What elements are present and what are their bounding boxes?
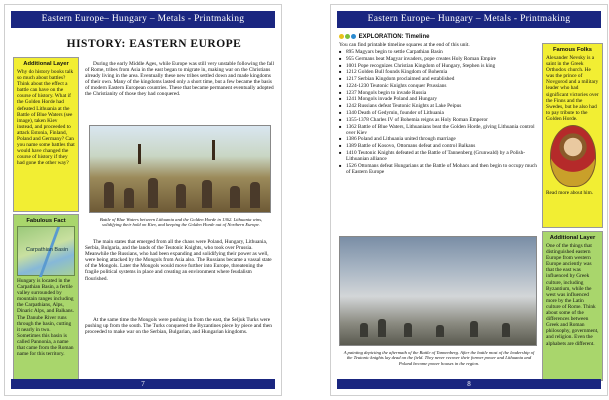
- map-label: Carpathian Basin: [26, 247, 69, 253]
- green-dot-icon: [345, 34, 350, 39]
- soldier-figure: [176, 184, 186, 208]
- page-title: HISTORY: EASTERN EUROPE: [66, 38, 242, 50]
- battle-image-caption: Battle of Blue Waters between Lithuania and the Golden Horde in 1362. Lithuania wins, solidifying their hold on Kiev, and keeping the Golden Horde out of Northern Europe.: [99, 217, 263, 228]
- soldier-figure: [436, 325, 444, 337]
- soldier-figure: [148, 178, 158, 208]
- timeline-item: ■ 1389 Battle of Kosovo, Ottomans defeat and control Balkans: [339, 143, 537, 149]
- exploration-heading-text: EXPLORATION: Timeline: [358, 34, 430, 41]
- timeline-item: ■ 1410 Teutonic Knights defeated at the Battle of Tannenberg (Grunwald) by a Polish-Lithuanian alliance: [339, 150, 537, 162]
- intro-paragraph: During the early Middle Ages, while Europe was still very unstable following the fall of Rome, tribes from Asia in the east began to migrate in, making war on the Christians already living in the area. Eventually these new tribes settled down and made kingdoms of their own. Many of the kingdoms lasted only a short time, but a few became the basis of modern Eastern European countries. These that became permanent eventually adopted the Christianity of those they had conquered.: [85, 61, 274, 98]
- page-banner: Eastern Europe– Hungary – Metals - Printmaking: [337, 11, 601, 28]
- page-number: 7: [11, 379, 275, 389]
- read-more-link[interactable]: Read more about him.: [546, 190, 594, 197]
- soldier-figure: [250, 182, 260, 208]
- timeline-item: ■ 1217 Serbian Kingdom proclaimed and established: [339, 76, 537, 82]
- famous-folks-heading: Famous Folks: [553, 47, 592, 53]
- timeline-item: ■ 1242 Russians defeat Teutonic Knights at Lake Peipus: [339, 103, 537, 109]
- page-banner: Eastern Europe– Hungary – Metals - Printmaking: [11, 11, 275, 28]
- timeline-item: ■ 1001 Pope recognizes Christian Kingdom of Hungary, Stephen is king: [339, 63, 537, 69]
- soldier-figure: [104, 182, 114, 208]
- timeline-item: ■ 1526 Ottomans defeat Hungarians at the Battle of Mohacs and then begin to occupy much of Eastern Europe: [339, 163, 537, 175]
- timeline-item: ■ 1241 Mongols invade Poland and Hungary: [339, 96, 537, 102]
- additional-layer-heading: Additional Layer: [549, 235, 596, 241]
- battle-of-blue-waters-image: [89, 125, 271, 213]
- timeline-item: ■ 1386 Poland and Lithuania united through marriage: [339, 136, 537, 142]
- famous-folks-box: [542, 43, 603, 228]
- carpathian-basin-map: [17, 226, 75, 276]
- soldier-figure: [470, 321, 478, 337]
- famous-folks-text: Alexander Nevsky is a saint in the Greek Orthodox church. He was the prince of Novgorod and a military leader who had significant victories over the Finns and the Swedes, but he also had to pay tribute to the Golden Horde.: [546, 55, 599, 122]
- additional-layer-box: [13, 57, 79, 212]
- alexander-nevsky-portrait: [550, 125, 596, 187]
- fabulous-fact-text: Hungary is located in the Carpathian Basin, a fertile valley surrounded by mountain ranges including the Carpathians, Alps, Dinaric Alps, and Balkans. The Danube River runs through the basin, cutting it nearly in two. Sometimes this basin is called Pannonia, a name that came from the Roman name for this territory.: [17, 278, 74, 358]
- soldier-figure: [230, 186, 240, 208]
- soldier-figure: [202, 180, 212, 208]
- blue-dot-icon: [351, 34, 356, 39]
- body-paragraph-3: At the same time the Mongols were pushing in from the east, the Seljuk Turks were pushing up from the south. The Turks conquered the Byzantines piece by piece and then proceeded to make war on the Serbian, Bulgarian, and Hungarian kingdoms.: [85, 317, 272, 336]
- exploration-heading: [339, 34, 539, 40]
- timeline-list: [339, 49, 537, 176]
- soldier-figure: [404, 323, 412, 337]
- timeline-item: ■ 895 Magyars begin to settle Carpathian Basin: [339, 49, 537, 55]
- banner-pole: [138, 144, 141, 164]
- timeline-item: ■ 1224-1230 Teutonic Knights conquer Prussians: [339, 83, 537, 89]
- page-number: 8: [337, 379, 601, 389]
- right-page: [330, 4, 608, 396]
- body-paragraph-2: The main states that emerged from all the chaos were Poland, Hungary, Lithuania, Serbia, Bulgaria, and the lands of the Teutonic Knights, who took over Prussia. Meanwhile the Russians, who had been expanding and solidifying their power as well, were being attacked by the Mongols from Asia also. The Russians became a vassal state of the Mongols. Later the Mongols would move further into Europe, threatening the fragile political systems in place and creating an environment where feudalism flourished.: [85, 239, 272, 282]
- timeline-item: ■ 1237 Mongols begin to invade Russia: [339, 90, 537, 96]
- timeline-item: ■ 1355-1378 Charles IV of Bohemia reigns as Holy Roman Emperor: [339, 117, 537, 123]
- timeline-item: ■ 1362 Battle of Blue Waters, Lithuanians beat the Golden Horde, giving Lithuania control over Kiev: [339, 124, 537, 136]
- additional-layer-text: One of the things that distinguished eastern Europe from western Europe anciently was that the east was influenced by Greek culture, including Byzantium, while the west was influenced more by the Latin culture of Rome. Think about some of the differences between Greek and Roman philosophy, government, and religion. Even the alphabets are different.: [546, 243, 599, 347]
- soldier-figure: [378, 319, 386, 337]
- additional-layer-heading: Additional Layer: [23, 61, 69, 67]
- timeline-item: ■ 1340 Death of Gedymin, founder of Lithuania: [339, 110, 537, 116]
- left-page: [4, 4, 282, 396]
- soldier-figure: [124, 188, 134, 208]
- soldier-figure: [502, 323, 510, 337]
- battle-of-tannenberg-image: [339, 236, 537, 346]
- exploration-intro: You can find printable timeline squares at the end of this unit.: [339, 42, 470, 48]
- fabulous-fact-box: [13, 214, 79, 381]
- fabulous-fact-heading: Fabulous Fact: [26, 218, 66, 224]
- timeline-item: ■ 1212 Golden Bull founds Kingdom of Bohemia: [339, 69, 537, 75]
- additional-layer-box: [542, 231, 603, 381]
- timeline-item: ■ 955 Germans beat Magyar invaders, pope creates Holy Roman Empire: [339, 56, 537, 62]
- tannenberg-image-caption: A painting depicting the aftermath of the Battle of Tannenberg. After the battle most of the leadership of the Teutonic knights lay dead on the field. They never recover their former power and Lithuania and Poland become power houses in the region.: [343, 350, 535, 366]
- banner-pole: [212, 140, 215, 160]
- soldier-figure: [360, 323, 368, 337]
- yellow-dot-icon: [339, 34, 344, 39]
- additional-layer-text: Why do history books talk so much about battles? Think about the effect a battle can have on the course of history. What if the Golden Horde had defeated Lithuania at the Battle of Blue Waters (see image), taken Kiev instead, and proceeded to attack Estonia, Finland, Poland and Germany? Can you name some battles that would have changed the course of history if they had gone the other way?: [17, 69, 75, 167]
